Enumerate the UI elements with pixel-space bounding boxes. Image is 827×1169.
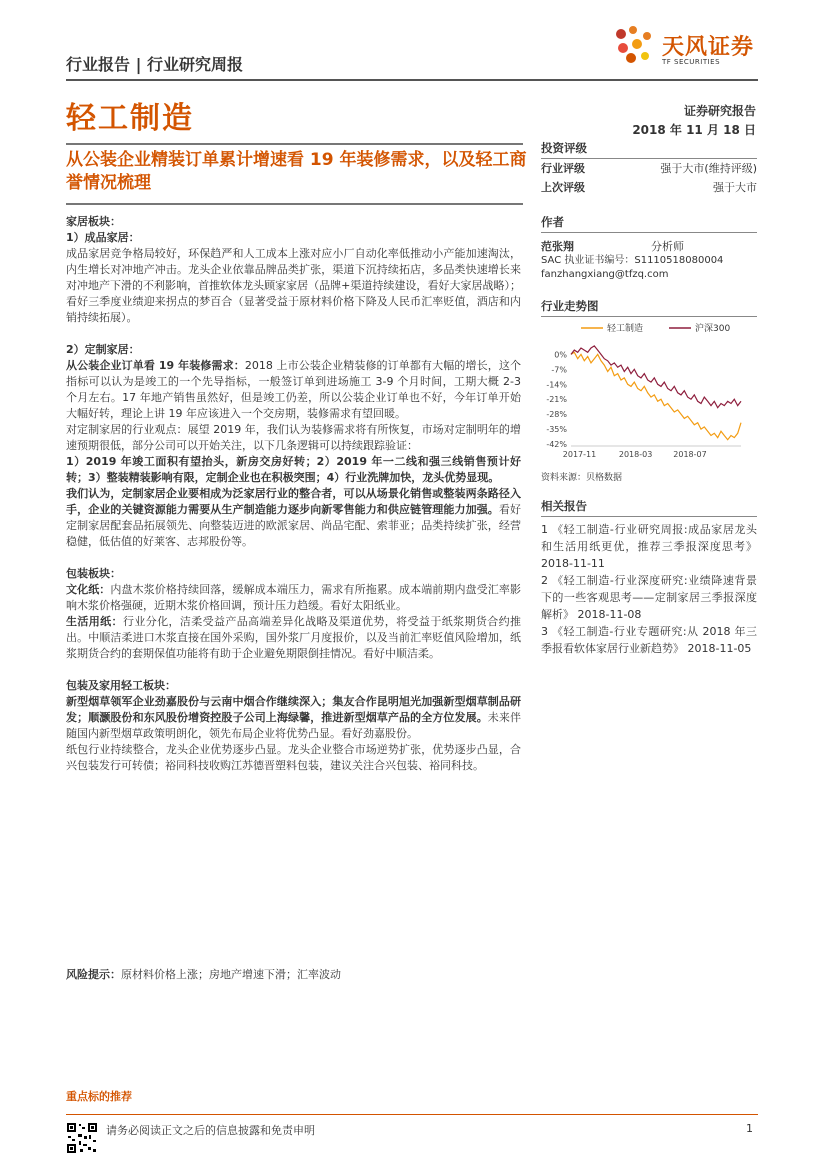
author-heading: 作者 xyxy=(541,214,757,233)
y-tick-label: -7% xyxy=(551,365,567,375)
prev-rating-label: 上次评级 xyxy=(541,181,585,194)
author-name: 范张翔 xyxy=(541,240,574,253)
risk-lead: 风险提示： xyxy=(66,968,121,981)
y-tick-label: -14% xyxy=(546,380,567,390)
paragraph xyxy=(66,454,521,486)
paragraph-lead: 生活用纸： xyxy=(66,615,123,628)
y-tick-label: -42% xyxy=(546,440,567,449)
series-line xyxy=(571,352,741,439)
section-heading: 包装板块： xyxy=(66,567,121,580)
paragraph xyxy=(66,358,521,422)
paragraph-text: 未来伴随国内新型烟草政策明朗化，领先布局企业将优势凸显。看好劲嘉股份。 xyxy=(66,711,521,740)
industry-trend-chart xyxy=(541,316,757,468)
y-tick-label: 0% xyxy=(554,350,567,360)
prev-rating-value: 强于大市 xyxy=(713,181,757,194)
section-heading: 家居板块： xyxy=(66,215,121,228)
industry-rating-label: 行业评级 xyxy=(541,162,585,175)
x-tick-label: 2018-07 xyxy=(673,450,707,459)
paragraph-text: 看好定制家居配套品拓展领先、向整装迈进的欧派家居、尚品宅配、索菲亚；品类持续扩张，经营稳健，低估值的好莱客、志邦股份等。 xyxy=(66,503,522,548)
y-tick-label: -35% xyxy=(546,425,567,435)
disclaimer: 请务必阅读正文之后的信息披露和免责申明 xyxy=(106,1124,315,1137)
related-report-2[interactable]: 2 《轻工制造-行业深度研究:业绩降速背景下的一些客观思考——定制家居三季报深度解析》 2018-11-08 xyxy=(541,574,757,621)
author-row xyxy=(541,239,757,254)
rating-block xyxy=(541,140,757,197)
main-body xyxy=(66,214,521,774)
chart-source: 资料来源：贝格数据 xyxy=(541,473,623,483)
qr-code-icon xyxy=(66,1122,98,1154)
page-number: 1 xyxy=(746,1122,753,1135)
report-kind: 证券研究报告 xyxy=(683,104,756,118)
paragraph: 成品家居竞争格局较好，环保趋严和人工成本上涨对应小厂自动化率低推动小产能加速淘汰，内生增长对冲地产冲击。龙头企业依靠品牌品类扩张，渠道下沉持续拓店，多品类快速增长来对冲地产下滑的不利影响，首推软体龙头顾家家居（品牌+渠道持续建设，看好大家居战略）；看好三季度业绩迎来拐点的梦百合（显著受益于原材料价格下降及人民币汇率贬值，酒店和内销持续拓展）。 xyxy=(66,247,521,324)
paragraph-lead: 从公装企业订单看 19 年装修需求： xyxy=(66,359,245,372)
x-tick-label: 2018-03 xyxy=(618,450,653,459)
company-name: 天风证券 xyxy=(662,35,755,60)
report-date: 2018 年 11 月 18 日 xyxy=(632,123,756,137)
chart-heading: 行业走势图 xyxy=(541,298,757,317)
subsection-heading: 2）定制家居： xyxy=(66,343,140,356)
risk-note xyxy=(66,966,521,982)
risk-text: 原材料价格上涨；房地产增速下滑；汇率波动 xyxy=(121,968,341,981)
paragraph: 对定制家居的行业观点：展望 2019 年，我们认为装修需求将有所恢复，市场对定制明年的增速预期很低，部分公司可以开始关注，以下几条逻辑可以持续跟踪验证： xyxy=(66,423,521,452)
refs-block xyxy=(541,498,757,657)
author-sac: SAC 执业证书编号：S1110518080004 xyxy=(541,255,724,266)
refs-heading: 相关报告 xyxy=(541,498,757,517)
industry-rating-value: 强于大市(维持评级) xyxy=(660,162,757,175)
legend-label: 轻工制造 xyxy=(607,324,644,334)
paragraph xyxy=(66,694,521,742)
legend-label: 沪深300 xyxy=(695,324,731,334)
sector-title: 轻工制造 xyxy=(66,101,194,136)
chart-heading-block xyxy=(541,298,757,317)
report-type: 行业报告 | 行业研究周报 xyxy=(66,55,243,74)
paragraph-bold: 新型烟草领军企业劲嘉股份与云南中烟合作继续深入；集友合作昆明旭光加强新型烟草制品研发；顺灏股份和东风股份增资控股子公司上海绿馨，推进新型烟草产品的全方位发展。 xyxy=(66,695,521,724)
paragraph-text: 2018 上市公装企业精装修的订单都有大幅的增长，这个指标可以认为是竣工的一个先导指标，一般签订单到进场施工 3-9 个月时间，工期大概 2-3 个月左右。17 年地产销售虽然好，但是竣工仍差，所以公装企业订单也不好，今年订单开始大幅好转，理论上讲 19 年应该进入一个交房期，装修需求有望回暖。 xyxy=(66,359,521,420)
x-tick-label: 2017-11 xyxy=(562,450,597,459)
paragraph xyxy=(66,614,521,662)
subsection-heading: 1）成品家居： xyxy=(66,231,140,244)
paragraph-bold: 1）2019 年竣工面积有望抬头，新房交房好转；2）2019 年一二线和强三线销售预计好转；3）整装精装影响有限，定制企业也在积极突围；4）行业洗牌加快，龙头优势显现。 xyxy=(66,455,521,484)
paragraph-lead: 我们认为，定制家居企业要相成为泛家居行业的整合者，可以从场景化销售或整装两条路径入手，企业的关键资源能力需要从生产制造能力逐步向新零售能力和供应链管理能力加强。 xyxy=(66,487,521,516)
paragraph-text: 行业分化，洁柔受益产品高端差异化战略及渠道优势，将受益于纸浆期货合约推出。中顺洁柔进口木浆直接在国外采购，国外浆厂月度报价，以及当前汇率贬值风险增加，纸浆期货合约的套期保值功能将有助于企业避免期限倒挂情况。看好中顺洁柔。 xyxy=(66,615,522,660)
paragraph-text: 内盘木浆价格持续回落，缓解成本端压力，需求有所拖累。成本端前期内盘受汇率影响木浆价格强硬，近期木浆价格回调，预计压力趋缓。看好太阳纸业。 xyxy=(66,583,522,612)
author-title: 分析师 xyxy=(651,240,684,253)
paragraph xyxy=(66,486,521,550)
prev-rating-row xyxy=(541,178,757,197)
industry-rating-row xyxy=(541,159,757,178)
author-email[interactable]: fanzhangxiang@tfzq.com xyxy=(541,269,669,280)
y-tick-label: -21% xyxy=(546,395,567,405)
report-title: 从公装企业精装订单累计增速看 19 年装修需求，以及轻工商誉情况梳理 xyxy=(66,150,527,193)
company-name-en: TF SECURITIES xyxy=(662,58,721,66)
related-report-3[interactable]: 3 《轻工制造-行业专题研究:从 2018 年三季报看软体家居行业新趋势》 2018-11-05 xyxy=(541,625,757,655)
header-divider xyxy=(66,79,758,81)
y-tick-label: -28% xyxy=(546,410,567,420)
paragraph: 纸包行业持续整合，龙头企业优势逐步凸显。龙头企业整合市场逆势扩张，优势逐步凸显，合兴包装发行可转债；裕同科技收购江苏德晋塑料包装，建议关注合兴包装、裕同科技。 xyxy=(66,743,521,772)
section-heading: 包装及家用轻工板块： xyxy=(66,679,176,692)
recommended-stocks-heading: 重点标的推荐 xyxy=(66,1090,132,1103)
paragraph xyxy=(66,582,521,614)
paragraph-lead: 文化纸： xyxy=(66,583,111,596)
related-report-1[interactable]: 1 《轻工制造-行业研究周报:成品家居龙头和生活用纸更优，推荐三季报深度思考》 2018-11-11 xyxy=(541,523,757,570)
author-block xyxy=(541,214,757,282)
rating-heading: 投资评级 xyxy=(541,140,757,159)
footer-divider xyxy=(66,1114,758,1115)
